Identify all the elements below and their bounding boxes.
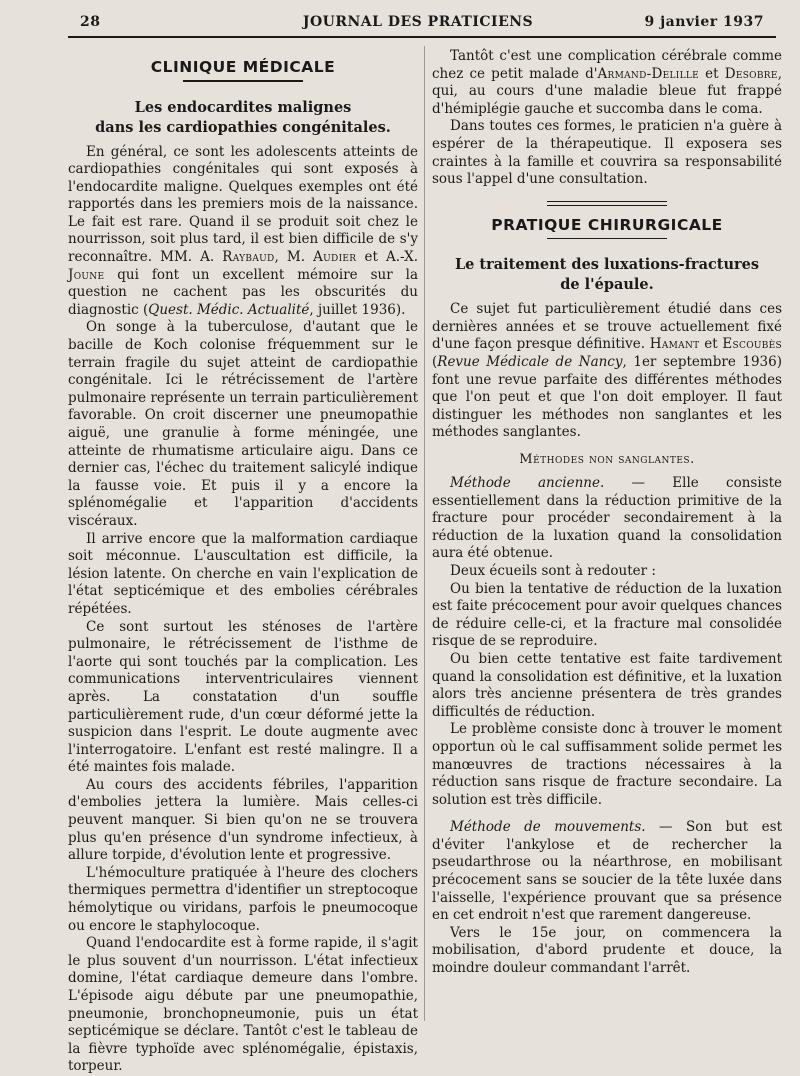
column-divider xyxy=(424,46,425,1021)
author-name: Raybaud xyxy=(222,249,275,266)
paragraph: Ce sont surtout les sténoses de l'artère pulmonaire, le rétrécissement de l'isthme de l'aorte qui sont touchés par la complication. Les communications interventriculaires viennent après. La constatation d'un souffle particulièrement rude, d'un cœur déformé jette la suspicion dans l'esprit. Le doute augmente avec l'interrogatoire. L'enfant est resté malingre. Il a été maintes fois malade. xyxy=(68,618,418,776)
article-title-endocardites: Les endocardites malignes dans les cardiopathies congénitales. xyxy=(95,98,391,136)
article-title-luxations: Le traitement des luxations-fractures de l'épaule. xyxy=(454,256,760,294)
paragraph: Il arrive encore que la malformation cardiaque soit méconnue. L'auscultation est difficile, la lésion latente. On cherche en vain l'explication de l'état septicémique et des embolies cérébrales répétées. xyxy=(68,530,418,617)
method-label: Méthode de mouvements. xyxy=(450,819,646,836)
paragraph: Quand l'endocardite est à forme rapide, il s'agit le plus souvent d'un nourrisson. L'état infectieux domine, l'état cardiaque demeure dans l'ombre. L'épisode aigu débute par une pneumopathie, pneumonie, bronchopneumonie, puis un état septicémique se déclare. Tantôt c'est le tableau de la fièvre typhoïde avec splénomégalie, épistaxis, torpeur. xyxy=(68,935,418,1075)
journal-title: JOURNAL DES PRATICIENS xyxy=(302,14,534,30)
paragraph: Méthode de mouvements. — Son but est d'éviter l'ankylose et de rechercher la pseudarthrose ou la néarthrose, en mobilisant précocement sans se soucier de la tête luxée dans l'aisselle, l'expérience prouvant que sa présence en cet endroit n'est que rarement dangereuse. xyxy=(432,819,783,924)
citation: Quest. Médic. Actualité xyxy=(148,301,310,318)
subsection-heading: Méthodes non sanglantes. xyxy=(519,452,695,467)
section-heading-clinique: CLINIQUE MÉDICALE xyxy=(150,58,336,76)
paragraph: Ou bien cette tentative est faite tardivement quand la consolidation est définitive, et la luxation alors très ancienne présentera de très grandes difficultés de réduction. xyxy=(432,650,782,720)
paragraph: Méthode ancienne. — Elle consiste essentiellement dans la réduction primitive de la fracture pour procéder secondairement à la réduction de la luxation quand la consolidation aura été obtenue. xyxy=(432,475,783,562)
page-number: 28 xyxy=(80,14,101,30)
article-separator xyxy=(547,201,667,206)
paragraph: Le problème consiste donc à trouver le moment opportun où le cal suffisamment solide permet les manœuvres de tractions nécessaires à la réduction sans risque de fracture secondaire. La solution est très difficile. xyxy=(432,721,782,808)
citation: Revue Médicale de Nancy xyxy=(437,354,623,371)
author-name: Joune xyxy=(68,266,105,283)
section-heading-chirurgicale: PRATIQUE CHIRURGICALE xyxy=(491,215,723,234)
section-underline xyxy=(547,238,667,240)
issue-date: 9 janvier 1937 xyxy=(644,14,764,30)
paragraph: L'hémoculture pratiquée à l'heure des clochers thermiques permettra d'identifier un streptocoque hémolytique ou viridans, parfois le pneumocoque ou encore le staphylocoque. xyxy=(68,864,418,934)
paragraph: Deux écueils sont à redouter : xyxy=(450,562,656,579)
author-name: Armand-Delille xyxy=(597,65,700,82)
paragraph: Au cours des accidents fébriles, l'apparition d'embolies jettera la lumière. Mais celles-ci peuvent manquer. Si bien qu'on ne se trouvera plus qu'en présence d'un syndrome infectieux, à allure torpide, d'évolution lente et progressive. xyxy=(68,776,418,864)
running-header xyxy=(68,14,768,34)
method-label: Méthode ancienne. xyxy=(450,475,605,491)
paragraph: Ce sujet fut particulièrement étudié dans ces dernières années et se trouve actuellement fixé d'une façon presque définitive. Hamant et Escoubès (Revue Médicale de Nancy, 1er septembre 1936) font une revue parfaite des différentes méthodes que l'on peut et que l'on doit employer. Il faut distinguer les méthodes non sanglantes et les méthodes sanglantes. xyxy=(432,301,783,441)
right-column xyxy=(432,48,782,978)
author-name: Escoubès xyxy=(722,336,783,353)
paragraph: Tantôt c'est une complication cérébrale comme chez ce petit malade d'Armand-Delille et Desobre, qui, au cours d'une maladie bleue fut frappé d'hémiplégie gauche et succomba dans le coma. xyxy=(432,48,783,117)
paragraph: Vers le 15e jour, on commencera la mobilisation, d'abord prudente et douce, la moindre douleur commandant l'arrêt. xyxy=(432,924,782,977)
paragraph: On songe à la tuberculose, d'autant que le bacille de Koch colonise fréquemment sur le terrain fragile du sujet atteint de cardiopathie congénitale. Ici le rétrécissement de l'artère pulmonaire représente un terrain particulièrement favorable. On croit discerner une pneumopathie aiguë, une granulie à forme méningée, une atteinte de rhumatisme articulaire aigu. Dans ce dernier cas, l'échec du traitement salicylé indique la fausse voie. Et puis il y a encore la splénomégalie et l'apparition d'accidents viscéraux. xyxy=(68,319,418,529)
paragraph: Dans toutes ces formes, le praticien n'a guère à espérer de la thérapeutique. Il exposera ses craintes à la famille et couvrira sa responsabilité sous l'appel d'une consultation. xyxy=(432,118,782,188)
author-name: Audier xyxy=(313,249,357,266)
left-column xyxy=(68,48,418,1076)
header-rule xyxy=(68,36,776,38)
author-name: Hamant xyxy=(649,336,700,353)
paragraph: Ou bien la tentative de réduction de la luxation est faite précocement pour avoir quelques chances de réduire celle-ci, et la fracture mal consolidée risque de se reproduire. xyxy=(432,580,782,650)
paragraph: En général, ce sont les adolescents atteints de cardiopathies congénitales qui sont exposés à l'endocardite maligne. Quelques exemples ont été rapportés dans les premiers mois de la naissance. Le fait est rare. Quand il se produit soit chez le nourrisson, soit plus tard, il est bien difficile de s'y reconnaître. MM. A. Raybaud, M. Audier et A.-X. Joune qui font un excellent mémoire sur la question ne cachent pas les obscurités du diagnostic (Quest. Médic. Actualité, juillet 1936). xyxy=(68,143,418,318)
section-underline xyxy=(183,80,303,82)
author-name: Desobre xyxy=(724,65,778,82)
